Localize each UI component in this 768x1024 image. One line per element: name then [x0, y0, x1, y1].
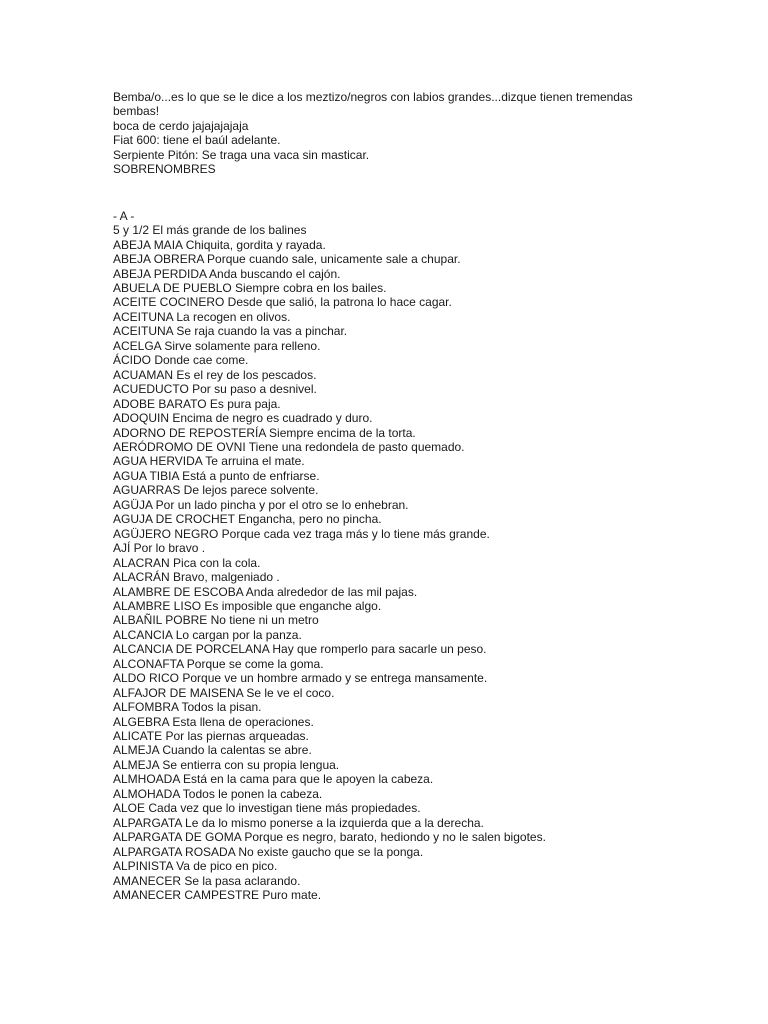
body-line: AGÜJERO NEGRO Porque cada vez traga más y lo tiene más grande. [113, 526, 490, 541]
body-line: ALPARGATA Le da lo mismo ponerse a la izquierda que a la derecha. [113, 815, 484, 830]
document-text [113, 90, 673, 902]
intro-block [113, 90, 673, 177]
body-line: AGUJA DE CROCHET Engancha, pero no pincha. [113, 512, 382, 527]
section-title: SOBRENOMBRES [113, 162, 216, 177]
body-line: AGUA HERVIDA Te arruina el mate. [113, 454, 305, 469]
body-line: ALAMBRE DE ESCOBA Anda alrededor de las mil pajas. [113, 584, 418, 599]
body-line: ALCANCIA Lo cargan por la panza. [113, 627, 302, 642]
body-line: ALMOHADA Todos le ponen la cabeza. [113, 786, 323, 801]
body-line: ALBAÑIL POBRE No tiene ni un metro [113, 613, 319, 628]
body-line: AERÓDROMO DE OVNI Tiene una redondela de pasto quemado. [113, 439, 465, 454]
intro-line: Serpiente Pitón: Se traga una vaca sin masticar. [113, 147, 370, 162]
body-line: ALFAJOR DE MAISENA Se le ve el coco. [113, 685, 335, 700]
body-line: AMANECER Se la pasa aclarando. [113, 873, 301, 888]
body-line: ALICATE Por las piernas arqueadas. [113, 729, 309, 744]
body-line: ÁCIDO Donde cae come. [113, 353, 249, 368]
body-line: AGÜJA Por un lado pincha y por el otro se lo enhebran. [113, 497, 409, 512]
body-line: AMANECER CAMPESTRE Puro mate. [113, 888, 322, 903]
body-line: ALAMBRE LISO Es imposible que enganche algo. [113, 598, 382, 613]
body-line: 5 y 1/2 El más grande de los balines [113, 223, 307, 238]
body-line: ALGEBRA Esta llena de operaciones. [113, 714, 314, 729]
body-line: ACEITUNA Se raja cuando la vas a pinchar. [113, 324, 348, 339]
body-line: AGUARRAS De lejos parece solvente. [113, 483, 319, 498]
body-line: ABEJA PERDIDA Anda buscando el cajón. [113, 266, 341, 281]
body-line: ALDO RICO Porque ve un hombre armado y se entrega mansamente. [113, 671, 488, 686]
body-line: AJÍ Por lo bravo . [113, 541, 206, 556]
body-line: ABEJA OBRERA Porque cuando sale, unicamente sale a chupar. [113, 252, 461, 267]
body-line: ACEITUNA La recogen en olivos. [113, 309, 291, 324]
entries-list [113, 223, 673, 902]
body-line: ADOQUIN Encima de negro es cuadrado y duro. [113, 411, 373, 426]
body-line: ACUEDUCTO Por su paso a desnivel. [113, 382, 317, 397]
body-line: ALPINISTA Va de pico en pico. [113, 859, 278, 874]
section-header: - A - [113, 208, 135, 223]
body-line: ADORNO DE REPOSTERÍA Siempre encima de la torta. [113, 425, 416, 440]
body-line: ALACRÁN Bravo, malgeniado . [113, 570, 280, 585]
body-line: ACELGA Sirve solamente para relleno. [113, 338, 321, 353]
intro-line: boca de cerdo jajajajajaja [113, 118, 249, 133]
intro-line: Fiat 600: tiene el baúl adelante. [113, 133, 281, 148]
body-line: ABUELA DE PUEBLO Siempre cobra en los bailes. [113, 280, 387, 295]
body-line: ALMHOADA Está en la cama para que le apoyen la cabeza. [113, 772, 434, 787]
body-line: ACUAMAN Es el rey de los pescados. [113, 367, 317, 382]
body-line: AGUA TIBIA Está a punto de enfriarse. [113, 468, 320, 483]
intro-line: Bemba/o...es lo que se le dice a los meztizo/negros con labios grandes...dizque tienen tremendas bembas! [113, 90, 633, 119]
body-line: ALCANCIA DE PORCELANA Hay que romperlo para sacarle un peso. [113, 642, 487, 657]
body-line: ALPARGATA DE GOMA Porque es negro, barato, hediondo y no le salen bigotes. [113, 830, 546, 845]
body-line: ALFOMBRA Todos la pisan. [113, 700, 262, 715]
body-line: ALCONAFTA Porque se come la goma. [113, 656, 324, 671]
body-line: ADOBE BARATO Es pura paja. [113, 396, 281, 411]
body-line: ALPARGATA ROSADA No existe gaucho que se la ponga. [113, 844, 424, 859]
body-line: ALOE Cada vez que lo investigan tiene más propiedades. [113, 801, 421, 816]
body-line: ACEITE COCINERO Desde que salió, la patrona lo hace cagar. [113, 295, 452, 310]
spacer [113, 177, 673, 209]
body-line: ALMEJA Se entierra con su propia lengua. [113, 757, 340, 772]
body-line: ALACRAN Pica con la cola. [113, 555, 261, 570]
body-line: ALMEJA Cuando la calentas se abre. [113, 743, 312, 758]
body-line: ABEJA MAIA Chiquita, gordita y rayada. [113, 237, 326, 252]
